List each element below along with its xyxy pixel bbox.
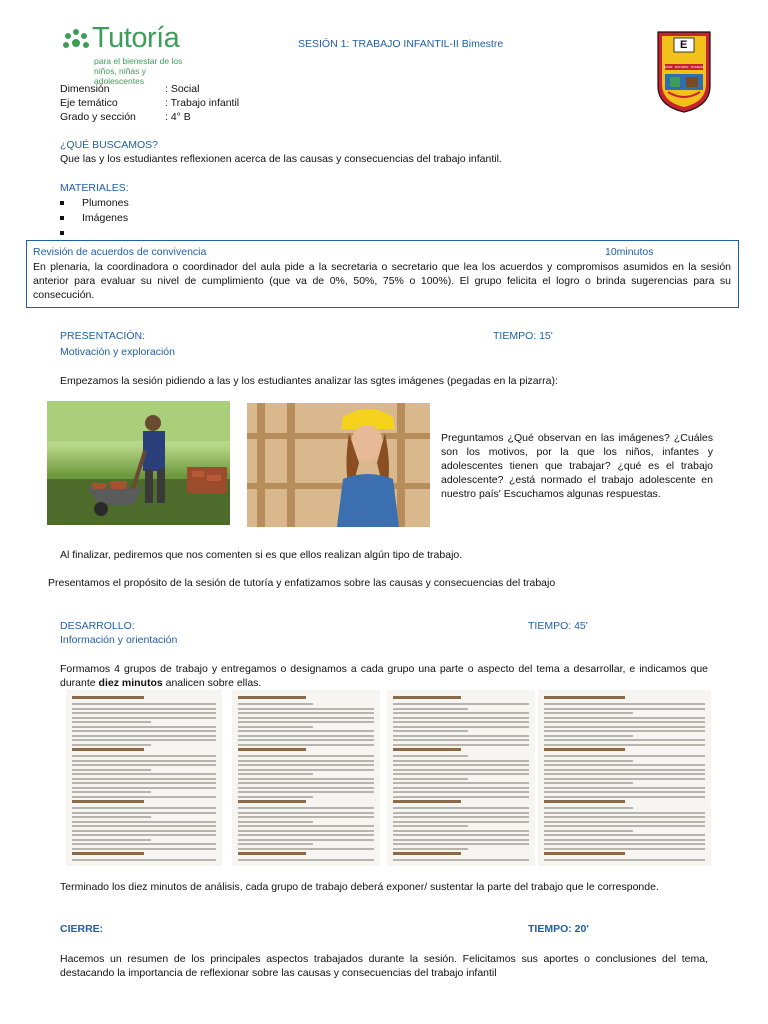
thumbnail-text-line <box>238 760 374 762</box>
thumbnail-text-line <box>238 721 374 723</box>
tutoria-logo-dots-icon <box>62 28 90 56</box>
thumbnail-text-line <box>544 730 705 732</box>
thumbnail-text-line <box>393 825 468 827</box>
thumbnail-text-line <box>393 848 468 850</box>
thumbnail-text-line <box>72 787 216 789</box>
thumbnail-text-line <box>393 778 468 780</box>
thumbnail-heading-line <box>238 800 306 803</box>
material-item <box>60 212 128 224</box>
thumbnail-text-line <box>544 764 705 766</box>
thumbnail-text-line <box>72 717 216 719</box>
revision-box <box>26 240 739 308</box>
thumbnail-heading-line <box>238 852 306 855</box>
thumbnail-text-line <box>544 834 705 836</box>
thumbnail-text-line <box>238 821 313 823</box>
thumbnail-text-line <box>238 708 374 710</box>
thumbnail-text-line <box>393 744 529 746</box>
tutoria-logo <box>62 22 192 84</box>
thumbnail-heading-line <box>544 800 625 803</box>
thumbnail-text-line <box>72 825 216 827</box>
thumbnail-text-line <box>544 848 705 850</box>
thumbnail-heading-line <box>72 852 144 855</box>
thumbnail-text-line <box>393 735 529 737</box>
cierre-heading: CIERRE: <box>60 923 104 935</box>
thumbnail-text-line <box>544 778 705 780</box>
document-page-thumbnail-2 <box>232 690 380 866</box>
thumbnail-text-line <box>393 730 468 732</box>
thumbnail-text-line <box>393 834 529 836</box>
cierre-text: Hacemos un resumen de los principales aspectos trabajados durante la sesión. Felicitamos sus aportes o conclusiones del tema, destacando la importancia de reflexionar sobre las causas y consecuencias del trabajo infantil <box>60 953 708 979</box>
thumbnail-text-line <box>238 755 374 757</box>
thumbnail-heading-line <box>544 748 625 751</box>
meta-value: : Social <box>165 83 200 95</box>
thumbnail-text-line <box>238 735 374 737</box>
thumbnail-text-line <box>393 782 529 784</box>
thumbnail-heading-line <box>544 696 625 699</box>
meta-value: : Trabajo infantil <box>165 97 240 109</box>
thumbnail-text-line <box>544 712 633 714</box>
thumbnail-text-line <box>393 796 529 798</box>
thumbnail-text-line <box>393 807 529 809</box>
thumbnail-text-line <box>72 769 151 771</box>
presentacion-intro: Empezamos la sesión pidiendo a las y los estudiantes analizar las sgtes imágenes (pegadas en la pizarra): <box>60 375 558 387</box>
thumbnail-text-line <box>72 778 216 780</box>
thumbnail-text-line <box>72 760 216 762</box>
adolescent-worker-photo <box>247 403 430 527</box>
crest-letter: E <box>680 39 688 51</box>
thumbnail-text-line <box>393 760 529 762</box>
thumbnail-text-line <box>238 816 374 818</box>
thumbnail-text-line <box>238 739 374 741</box>
thumbnail-text-line <box>544 787 705 789</box>
meta-label: Eje temático <box>60 97 118 109</box>
thumbnail-text-line <box>393 843 529 845</box>
thumbnail-text-line <box>72 730 216 732</box>
thumbnail-text-line <box>544 735 633 737</box>
thumbnail-text-line <box>544 843 705 845</box>
session-title: SESIÓN 1: TRABAJO INFANTIL-II Bimestre <box>298 38 504 50</box>
thumbnail-text-line <box>72 708 216 710</box>
thumbnail-text-line <box>72 744 151 746</box>
thumbnail-text-line <box>72 796 216 798</box>
thumbnail-text-line <box>238 778 374 780</box>
thumbnail-text-line <box>393 839 529 841</box>
thumbnail-text-line <box>544 839 705 841</box>
thumbnail-heading-line <box>72 748 144 751</box>
thumbnail-text-line <box>393 717 529 719</box>
thumbnail-text-line <box>393 712 529 714</box>
thumbnail-text-line <box>393 703 529 705</box>
thumbnail-heading-line <box>393 748 461 751</box>
presentacion-closing: Al finalizar, pediremos que nos comenten si es que ellos realizan algún tipo de trabajo. <box>60 549 463 561</box>
thumbnail-text-line <box>544 825 705 827</box>
thumbnail-text-line <box>72 834 216 836</box>
thumbnail-text-line <box>238 744 374 746</box>
thumbnail-text-line <box>72 712 216 714</box>
desarrollo-time: TIEMPO: 45' <box>528 620 588 632</box>
thumbnail-heading-line <box>544 852 625 855</box>
thumbnail-text-line <box>544 859 705 861</box>
revision-title: Revisión de acuerdos de convivencia <box>33 246 207 258</box>
thumbnail-text-line <box>544 782 633 784</box>
thumbnail-text-line <box>544 739 705 741</box>
que-buscamos-text: Que las y los estudiantes reflexionen acerca de las causas y consecuencias del trabajo infantil. <box>60 153 502 165</box>
thumbnail-heading-line <box>72 800 144 803</box>
school-crest <box>656 30 712 114</box>
revision-time: 10minutos <box>605 246 654 258</box>
thumbnail-text-line <box>72 773 216 775</box>
meta-eje <box>60 96 240 110</box>
presentacion-purpose: Presentamos el propósito de la sesión de tutoría y enfatizamos sobre las causas y consecuencias del trabajo <box>48 577 556 589</box>
thumbnail-text-line <box>238 726 313 728</box>
logo-word: Tutoría <box>92 22 180 54</box>
child-worker-photo <box>47 401 230 525</box>
revision-text: En plenaria, la coordinadora o coordinador del aula pide a la secretaria o secretario que lea los acuerdos y compromisos asumidos en la sesión anterior para evaluar su nivel de cumplimiento (que va de 0%, 50%, 75% o 100%). El grupo felicita el logro o brinda sugerencias para su consecución. <box>33 261 731 301</box>
materiales-heading: MATERIALES: <box>60 182 129 194</box>
thumbnail-text-line <box>544 821 705 823</box>
thumbnail-text-line <box>72 735 216 737</box>
thumbnail-text-line <box>393 726 529 728</box>
thumbnail-text-line <box>238 773 313 775</box>
thumbnail-text-line <box>238 848 374 850</box>
bullet-icon <box>60 216 64 220</box>
thumbnail-text-line <box>238 764 374 766</box>
thumbnail-text-line <box>544 807 633 809</box>
thumbnail-text-line <box>238 782 374 784</box>
desarrollo-after-pages: Terminado los diez minutos de análisis, cada grupo de trabajo deberá exponer/ sustentar la parte del trabajo que le corresponde. <box>60 881 659 893</box>
thumbnail-heading-line <box>72 696 144 699</box>
thumbnail-heading-line <box>238 748 306 751</box>
thumbnail-text-line <box>238 830 374 832</box>
thumbnail-text-line <box>238 703 313 705</box>
desarrollo-text-bold: diez minutos <box>98 677 163 689</box>
thumbnail-text-line <box>544 760 633 762</box>
thumbnail-text-line <box>72 807 216 809</box>
document-page-thumbnail-4 <box>538 690 711 866</box>
thumbnail-text-line <box>393 708 468 710</box>
que-buscamos-heading: ¿QUÉ BUSCAMOS? <box>60 139 159 151</box>
thumbnail-text-line <box>544 796 705 798</box>
document-page-thumbnail-3 <box>387 690 535 866</box>
thumbnail-text-line <box>393 812 529 814</box>
thumbnail-text-line <box>393 764 529 766</box>
thumbnail-text-line <box>238 812 374 814</box>
material-label: Imágenes <box>82 212 129 224</box>
meta-label: Dimensión <box>60 83 110 95</box>
thumbnail-text-line <box>72 816 151 818</box>
thumbnail-text-line <box>72 830 216 832</box>
thumbnail-text-line <box>544 703 705 705</box>
thumbnail-text-line <box>393 755 468 757</box>
desarrollo-text <box>60 662 708 690</box>
logo-sub-line-2: niños, niñas y adolescentes <box>94 66 146 86</box>
thumbnail-text-line <box>72 839 151 841</box>
thumbnail-text-line <box>238 769 374 771</box>
thumbnail-text-line <box>238 796 313 798</box>
presentacion-heading: PRESENTACIÓN: <box>60 330 145 342</box>
meta-dimension <box>60 82 200 96</box>
thumbnail-text-line <box>544 791 705 793</box>
thumbnail-text-line <box>544 816 705 818</box>
thumbnail-text-line <box>544 708 705 710</box>
meta-value: : 4° B <box>165 111 191 123</box>
thumbnail-text-line <box>238 834 374 836</box>
thumbnail-text-line <box>544 744 705 746</box>
presentacion-questions: Preguntamos ¿Qué observan en las imágenes? ¿Cuáles son los motivos, por la que los niños, infantes y adolescentes tienen que trabajar? ¿qué es el trabajo adolescente? ¿está normado el trabajo adolescente en nuestro país' Escuchamos algunas respuestas. <box>441 432 713 500</box>
thumbnail-heading-line <box>393 800 461 803</box>
meta-grado <box>60 110 191 124</box>
meta-label: Grado y sección <box>60 111 136 123</box>
thumbnail-text-line <box>393 739 529 741</box>
thumbnail-text-line <box>238 787 374 789</box>
thumbnail-text-line <box>72 859 216 861</box>
bullet-icon <box>60 231 64 235</box>
thumbnail-text-line <box>393 769 529 771</box>
thumbnail-text-line <box>238 730 374 732</box>
thumbnail-text-line <box>393 721 529 723</box>
material-label: Plumones <box>82 197 129 209</box>
thumbnail-text-line <box>544 717 705 719</box>
thumbnail-text-line <box>72 703 216 705</box>
thumbnail-text-line <box>544 726 705 728</box>
desarrollo-heading: DESARROLLO: <box>60 620 135 632</box>
thumbnail-text-line <box>238 843 313 845</box>
bullet-icon <box>60 201 64 205</box>
thumbnail-text-line <box>72 726 216 728</box>
thumbnail-text-line <box>393 859 529 861</box>
thumbnail-text-line <box>238 859 374 861</box>
thumbnail-text-line <box>393 787 529 789</box>
thumbnail-text-line <box>72 843 216 845</box>
thumbnail-text-line <box>72 721 151 723</box>
thumbnail-text-line <box>238 839 374 841</box>
thumbnail-text-line <box>72 739 216 741</box>
thumbnail-text-line <box>393 821 529 823</box>
thumbnail-text-line <box>72 821 216 823</box>
presentacion-time: TIEMPO: 15' <box>493 330 553 342</box>
thumbnail-text-line <box>393 816 529 818</box>
thumbnail-text-line <box>72 782 216 784</box>
logo-sub-line-1: para el bienestar de los <box>94 56 183 66</box>
desarrollo-subheading: Información y orientación <box>60 634 178 646</box>
thumbnail-text-line <box>544 721 705 723</box>
thumbnail-text-line <box>72 755 216 757</box>
thumbnail-text-line <box>238 712 374 714</box>
thumbnail-text-line <box>72 812 216 814</box>
thumbnail-text-line <box>238 791 374 793</box>
thumbnail-text-line <box>238 807 374 809</box>
thumbnail-text-line <box>238 717 374 719</box>
thumbnail-text-line <box>544 755 705 757</box>
presentacion-subheading: Motivación y exploración <box>60 346 175 358</box>
document-page-thumbnail-1 <box>66 690 222 866</box>
thumbnail-text-line <box>72 764 216 766</box>
thumbnail-heading-line <box>393 696 461 699</box>
material-item <box>60 197 129 209</box>
thumbnail-text-line <box>544 812 705 814</box>
thumbnail-heading-line <box>238 696 306 699</box>
desarrollo-text-after: analicen sobre ellas. <box>162 677 262 689</box>
thumbnail-heading-line <box>393 852 461 855</box>
material-item <box>60 227 82 239</box>
thumbnail-text-line <box>393 773 529 775</box>
thumbnail-text-line <box>393 830 529 832</box>
thumbnail-text-line <box>544 830 633 832</box>
cierre-time: TIEMPO: 20' <box>528 923 589 935</box>
thumbnail-text-line <box>544 773 705 775</box>
thumbnail-text-line <box>238 825 374 827</box>
thumbnail-text-line <box>544 769 705 771</box>
thumbnail-text-line <box>393 791 529 793</box>
thumbnail-text-line <box>72 791 151 793</box>
desarrollo-text-before: Formamos 4 grupos de trabajo y entregamos o designamos a cada grupo una parte o aspecto del tema a desarrollar, e indicamos que durante <box>60 663 708 689</box>
thumbnail-text-line <box>72 848 216 850</box>
crest-banner: AMOR ESTUDIO TRABAJO <box>663 65 705 69</box>
